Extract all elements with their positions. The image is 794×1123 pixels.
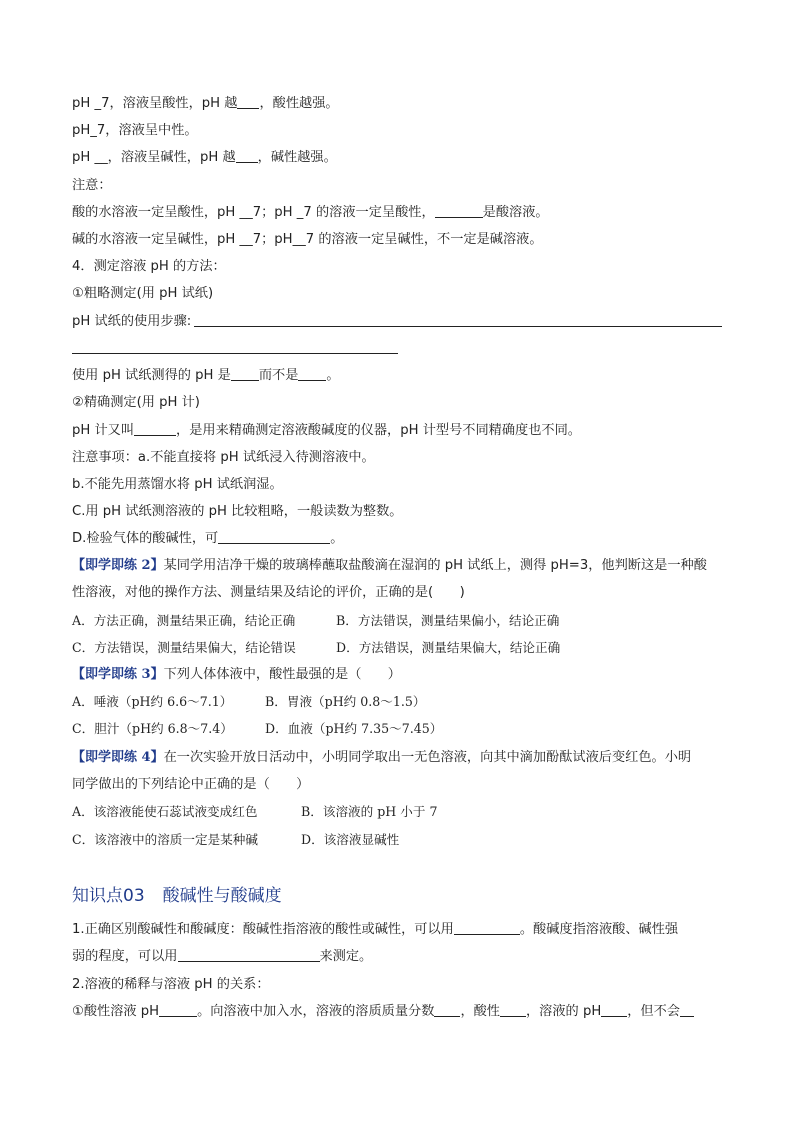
blank bbox=[298, 367, 326, 381]
blank bbox=[601, 1003, 627, 1017]
line-caution-d bbox=[72, 530, 343, 548]
text: 某同学用洁净干燥的玻璃棒蘸取盐酸滴在湿润的 pH 试纸上，测得 pH=3，他判断这是一种酸 bbox=[163, 558, 707, 573]
text: 弱的程度，可以用 bbox=[72, 949, 178, 964]
question-tag: 【即学即练 3】 bbox=[72, 667, 164, 682]
question-3-option-b: B．胃液（pH约 0.8～1.5） bbox=[265, 694, 426, 709]
line-ph-meter bbox=[72, 422, 581, 440]
text: 在一次实验开放日活动中，小明同学取出一无色溶液，向其中滴加酚酞试液后变红色。小明 bbox=[163, 750, 692, 765]
question-2-stem bbox=[72, 557, 707, 575]
text: 来测定。 bbox=[319, 949, 373, 964]
section-title: 酸碱性与酸碱度 bbox=[162, 886, 282, 906]
blank bbox=[680, 1003, 694, 1017]
question-3-stem bbox=[72, 666, 401, 684]
line-ph-acidic bbox=[72, 95, 339, 113]
question-3-option-c: C．胆汁（pH约 6.8～7.4） bbox=[72, 721, 233, 736]
line-caution-a: 注意事项：a.不能直接将 pH 试纸浸入待测溶液中。 bbox=[72, 450, 375, 465]
question-2-option-b: B．方法错误，测量结果偏小，结论正确 bbox=[336, 613, 560, 628]
text: ，酸性越强。 bbox=[259, 96, 339, 111]
question-tag: 【即学即练 4】 bbox=[72, 750, 164, 765]
text: ，但不会 bbox=[627, 1004, 680, 1019]
answer-line-1 bbox=[194, 326, 722, 327]
text: ，酸性 bbox=[460, 1004, 500, 1019]
question-3-option-d: D．血液（pH约 7.35～7.45） bbox=[265, 721, 443, 736]
question-4-stem-cont: 同学做出的下列结论中正确的是（ ） bbox=[72, 777, 310, 792]
line-caution-c: C.用 pH 试纸测溶液的 pH 比较粗略，一般读数为整数。 bbox=[72, 504, 403, 519]
text: ，是用来精确测定溶液酸碱度的仪器，pH 计型号不同精确度也不同。 bbox=[176, 423, 581, 438]
line-ph-reading bbox=[72, 367, 340, 385]
blank bbox=[454, 921, 520, 935]
line-caution-b: b.不能先用蒸馏水将 pH 试纸润湿。 bbox=[72, 477, 283, 492]
line-rough-method: ①粗略测定(用 pH 试纸) bbox=[72, 286, 214, 301]
blank bbox=[237, 95, 259, 109]
question-2-option-d: D．方法错误，测量结果偏大，结论正确 bbox=[336, 640, 561, 655]
line-method-title: 4．测定溶液 pH 的方法： bbox=[72, 259, 226, 274]
blank bbox=[236, 149, 258, 163]
question-4-option-b: B．该溶液的 pH 小于 7 bbox=[301, 804, 438, 819]
text: ，碱性越强。 bbox=[257, 150, 337, 165]
blank bbox=[218, 530, 330, 544]
text: 而不是 bbox=[258, 368, 299, 383]
line-ph-basic bbox=[72, 149, 337, 167]
text: 酸的水溶液一定呈酸性，pH __7；pH _7 的溶液一定呈酸性， bbox=[72, 205, 435, 220]
line-steps: pH 试纸的使用步骤: bbox=[72, 314, 192, 329]
question-2-stem-cont: 性溶液，对他的操作方法、测量结果及结论的评价，正确的是( ) bbox=[72, 585, 465, 600]
answer-line-2 bbox=[72, 353, 398, 354]
text: D.检验气体的酸碱性，可 bbox=[72, 531, 219, 546]
section-heading bbox=[72, 885, 282, 907]
blank bbox=[178, 948, 320, 962]
section-number: 知识点03 bbox=[72, 886, 145, 906]
question-4-option-d: D．该溶液显碱性 bbox=[301, 832, 400, 847]
line-acid-note bbox=[72, 204, 549, 222]
question-2-option-c: C．方法错误，测量结果偏大，结论错误 bbox=[72, 640, 296, 655]
text: 。 bbox=[326, 368, 340, 383]
text: 使用 pH 试纸测得的 pH 是 bbox=[72, 368, 231, 383]
question-4-stem bbox=[72, 749, 691, 767]
text: 。 bbox=[330, 531, 344, 546]
text: pH _7，溶液呈酸性，pH 越 bbox=[72, 96, 238, 111]
question-2-option-a: A．方法正确，测量结果正确，结论正确 bbox=[72, 613, 296, 628]
text: 下列人体体液中，酸性最强的是（ ） bbox=[163, 667, 401, 682]
blank bbox=[435, 204, 483, 218]
text: 。酸碱度指溶液酸、碱性强 bbox=[519, 922, 679, 937]
line-note: 注意： bbox=[72, 178, 112, 193]
text: pH __，溶液呈碱性，pH 越 bbox=[72, 150, 236, 165]
question-tag: 【即学即练 2】 bbox=[72, 558, 164, 573]
question-3-option-a: A．唾液（pH约 6.6～7.1） bbox=[72, 694, 233, 709]
text: ①酸性溶液 pH bbox=[72, 1004, 160, 1019]
line-dilution: 2.溶液的稀释与溶液 pH 的关系： bbox=[72, 977, 270, 992]
line-acidic-dilution bbox=[72, 1003, 694, 1021]
line-base-note: 碱的水溶液一定呈碱性，pH __7；pH__7 的溶液一定呈碱性，不一定是碱溶液。 bbox=[72, 232, 543, 247]
text: 是酸溶液。 bbox=[482, 205, 549, 220]
text: 1.正确区别酸碱性和酸碱度：酸碱性指溶液的酸性或碱性，可以用 bbox=[72, 922, 454, 937]
blank bbox=[231, 367, 259, 381]
blank bbox=[500, 1003, 526, 1017]
blank bbox=[159, 1003, 197, 1017]
text: pH 计又叫 bbox=[72, 423, 135, 438]
line-distinguish bbox=[72, 921, 678, 939]
line-ph-neutral: pH_7，溶液呈中性。 bbox=[72, 123, 198, 138]
line-precise-method: ②精确测定(用 pH 计) bbox=[72, 395, 200, 410]
text: ，溶液的 pH bbox=[526, 1004, 602, 1019]
blank bbox=[134, 422, 176, 436]
blank bbox=[434, 1003, 460, 1017]
question-4-option-c: C．该溶液中的溶质一定是某种碱 bbox=[72, 832, 258, 847]
question-4-option-a: A．该溶液能使石蕊试液变成红色 bbox=[72, 804, 258, 819]
text: 。向溶液中加入水，溶液的溶质质量分数 bbox=[197, 1004, 435, 1019]
line-distinguish-cont bbox=[72, 948, 372, 966]
